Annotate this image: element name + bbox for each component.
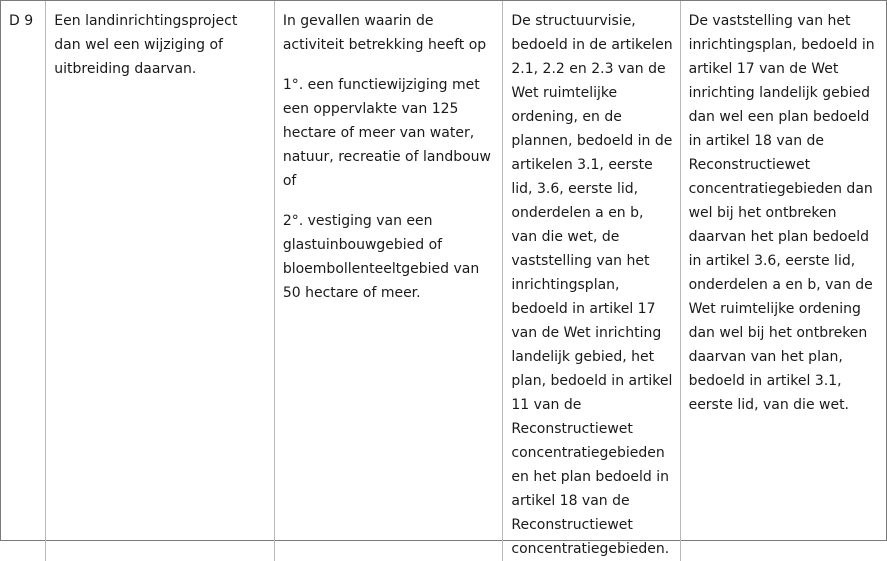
cases-item-1: 1°. een functiewijziging met een oppervlakte van 125 hectare of meer van water, natuur, recreatie of landbouw of [282, 77, 491, 189]
table-row [1, 1, 886, 561]
activity-cell [46, 1, 275, 561]
cases-cell [274, 1, 503, 561]
category-code-cell [1, 1, 46, 561]
decisions-cell [680, 1, 886, 561]
plans-text: De structuurvisie, bedoeld in de artikelen 2.1, 2.2 en 2.3 van de Wet ruimtelijke ordening, en de plannen, bedoeld in de artikelen 3.1, eerste lid, 3.6, eerste lid, onderdelen a en b, van die wet, de vaststelling van het inrichtingsplan, bedoeld in artikel 17 van de Wet inrichting landelijk gebied, het plan, bedoeld in artikel 11 van de Reconstructiewet concentratiegebieden en het plan bedoeld in artikel 18 van de Reconstructiewet concentratiegebieden. [511, 13, 673, 557]
regulation-table [1, 1, 886, 561]
cases-intro: In gevallen waarin de activiteit betrekking heeft op [282, 13, 487, 53]
cases-item-2: 2°. vestiging van een glastuinbouwgebied of bloembollenteeltgebied van 50 hectare of meer. [282, 213, 480, 301]
plans-cell [503, 1, 680, 561]
decisions-text: De vaststelling van het inrichtingsplan, bedoeld in artikel 17 van de Wet inrichting landelijk gebied dan wel een plan bedoeld in artikel 18 van de Reconstructiewet concentratiegebieden dan wel bij het ontbreken daarvan het plan bedoeld in artikel 3.6, eerste lid, onderdelen a en b, van de Wet ruimtelijke ordening dan wel bij het ontbreken daarvan van het plan, bedoeld in artikel 3.1, eerste lid, van die wet. [688, 13, 875, 413]
category-code: D 9 [9, 13, 34, 29]
activity-description: Een landinrichtingsproject dan wel een wijziging of uitbreiding daarvan. [54, 13, 238, 77]
